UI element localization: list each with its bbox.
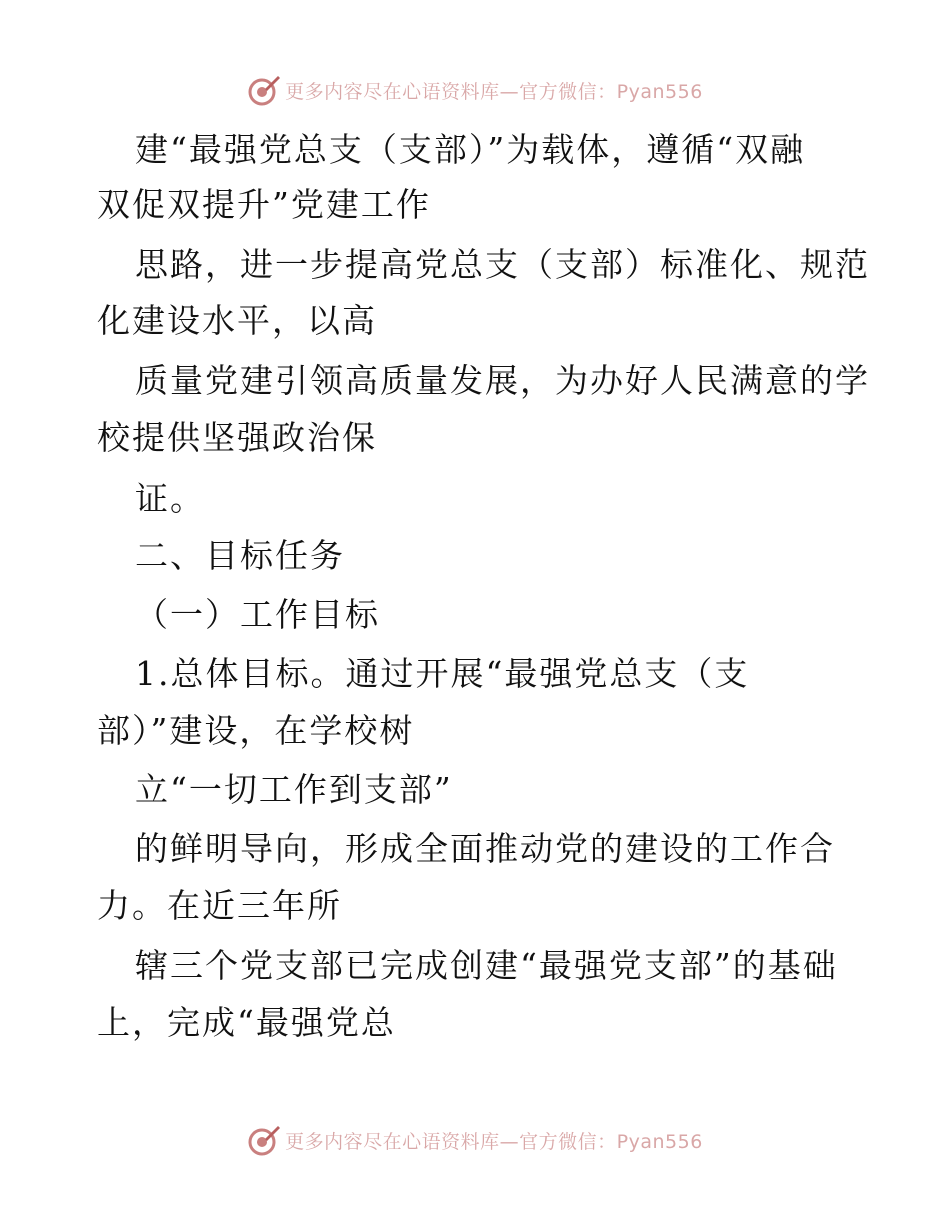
body-line: 辖三个党支部已完成创建“最强党支部”的基础 <box>135 946 838 985</box>
body-line: 校提供坚强政治保 <box>97 418 377 457</box>
body-line: 力。在近三年所 <box>97 886 342 925</box>
body-line: 建“最强党总支（支部）”为载体，遵循“双融 <box>135 130 806 169</box>
pen-circle-logo-icon <box>247 73 281 107</box>
body-line: 思路，进一步提高党总支（支部）标准化、规范 <box>135 245 870 284</box>
body-line: 部）”建设，在学校树 <box>97 711 415 750</box>
section-heading: 二、目标任务 <box>135 536 345 575</box>
footer-banner-text: 更多内容尽在心语资料库—官方微信：Pyan556 <box>285 1130 703 1153</box>
subsection-heading: （一）工作目标 <box>135 595 380 634</box>
pen-circle-logo-icon <box>247 1123 281 1157</box>
body-line: 质量党建引领高质量发展，为办好人民满意的学 <box>135 361 870 400</box>
footer-banner <box>0 1120 950 1160</box>
body-line: 1.总体目标。通过开展“最强党总支（支 <box>135 654 750 693</box>
body-line: 化建设水平，以高 <box>97 301 377 340</box>
header-banner <box>0 70 950 110</box>
body-line: 证。 <box>135 479 205 518</box>
body-line: 立“一切工作到支部” <box>135 770 453 809</box>
header-banner-text: 更多内容尽在心语资料库—官方微信：Pyan556 <box>285 80 703 103</box>
body-line: 上，完成“最强党总 <box>97 1003 396 1042</box>
body-line: 的鲜明导向，形成全面推动党的建设的工作合 <box>135 829 835 868</box>
body-line: 双促双提升”党建工作 <box>97 185 431 224</box>
